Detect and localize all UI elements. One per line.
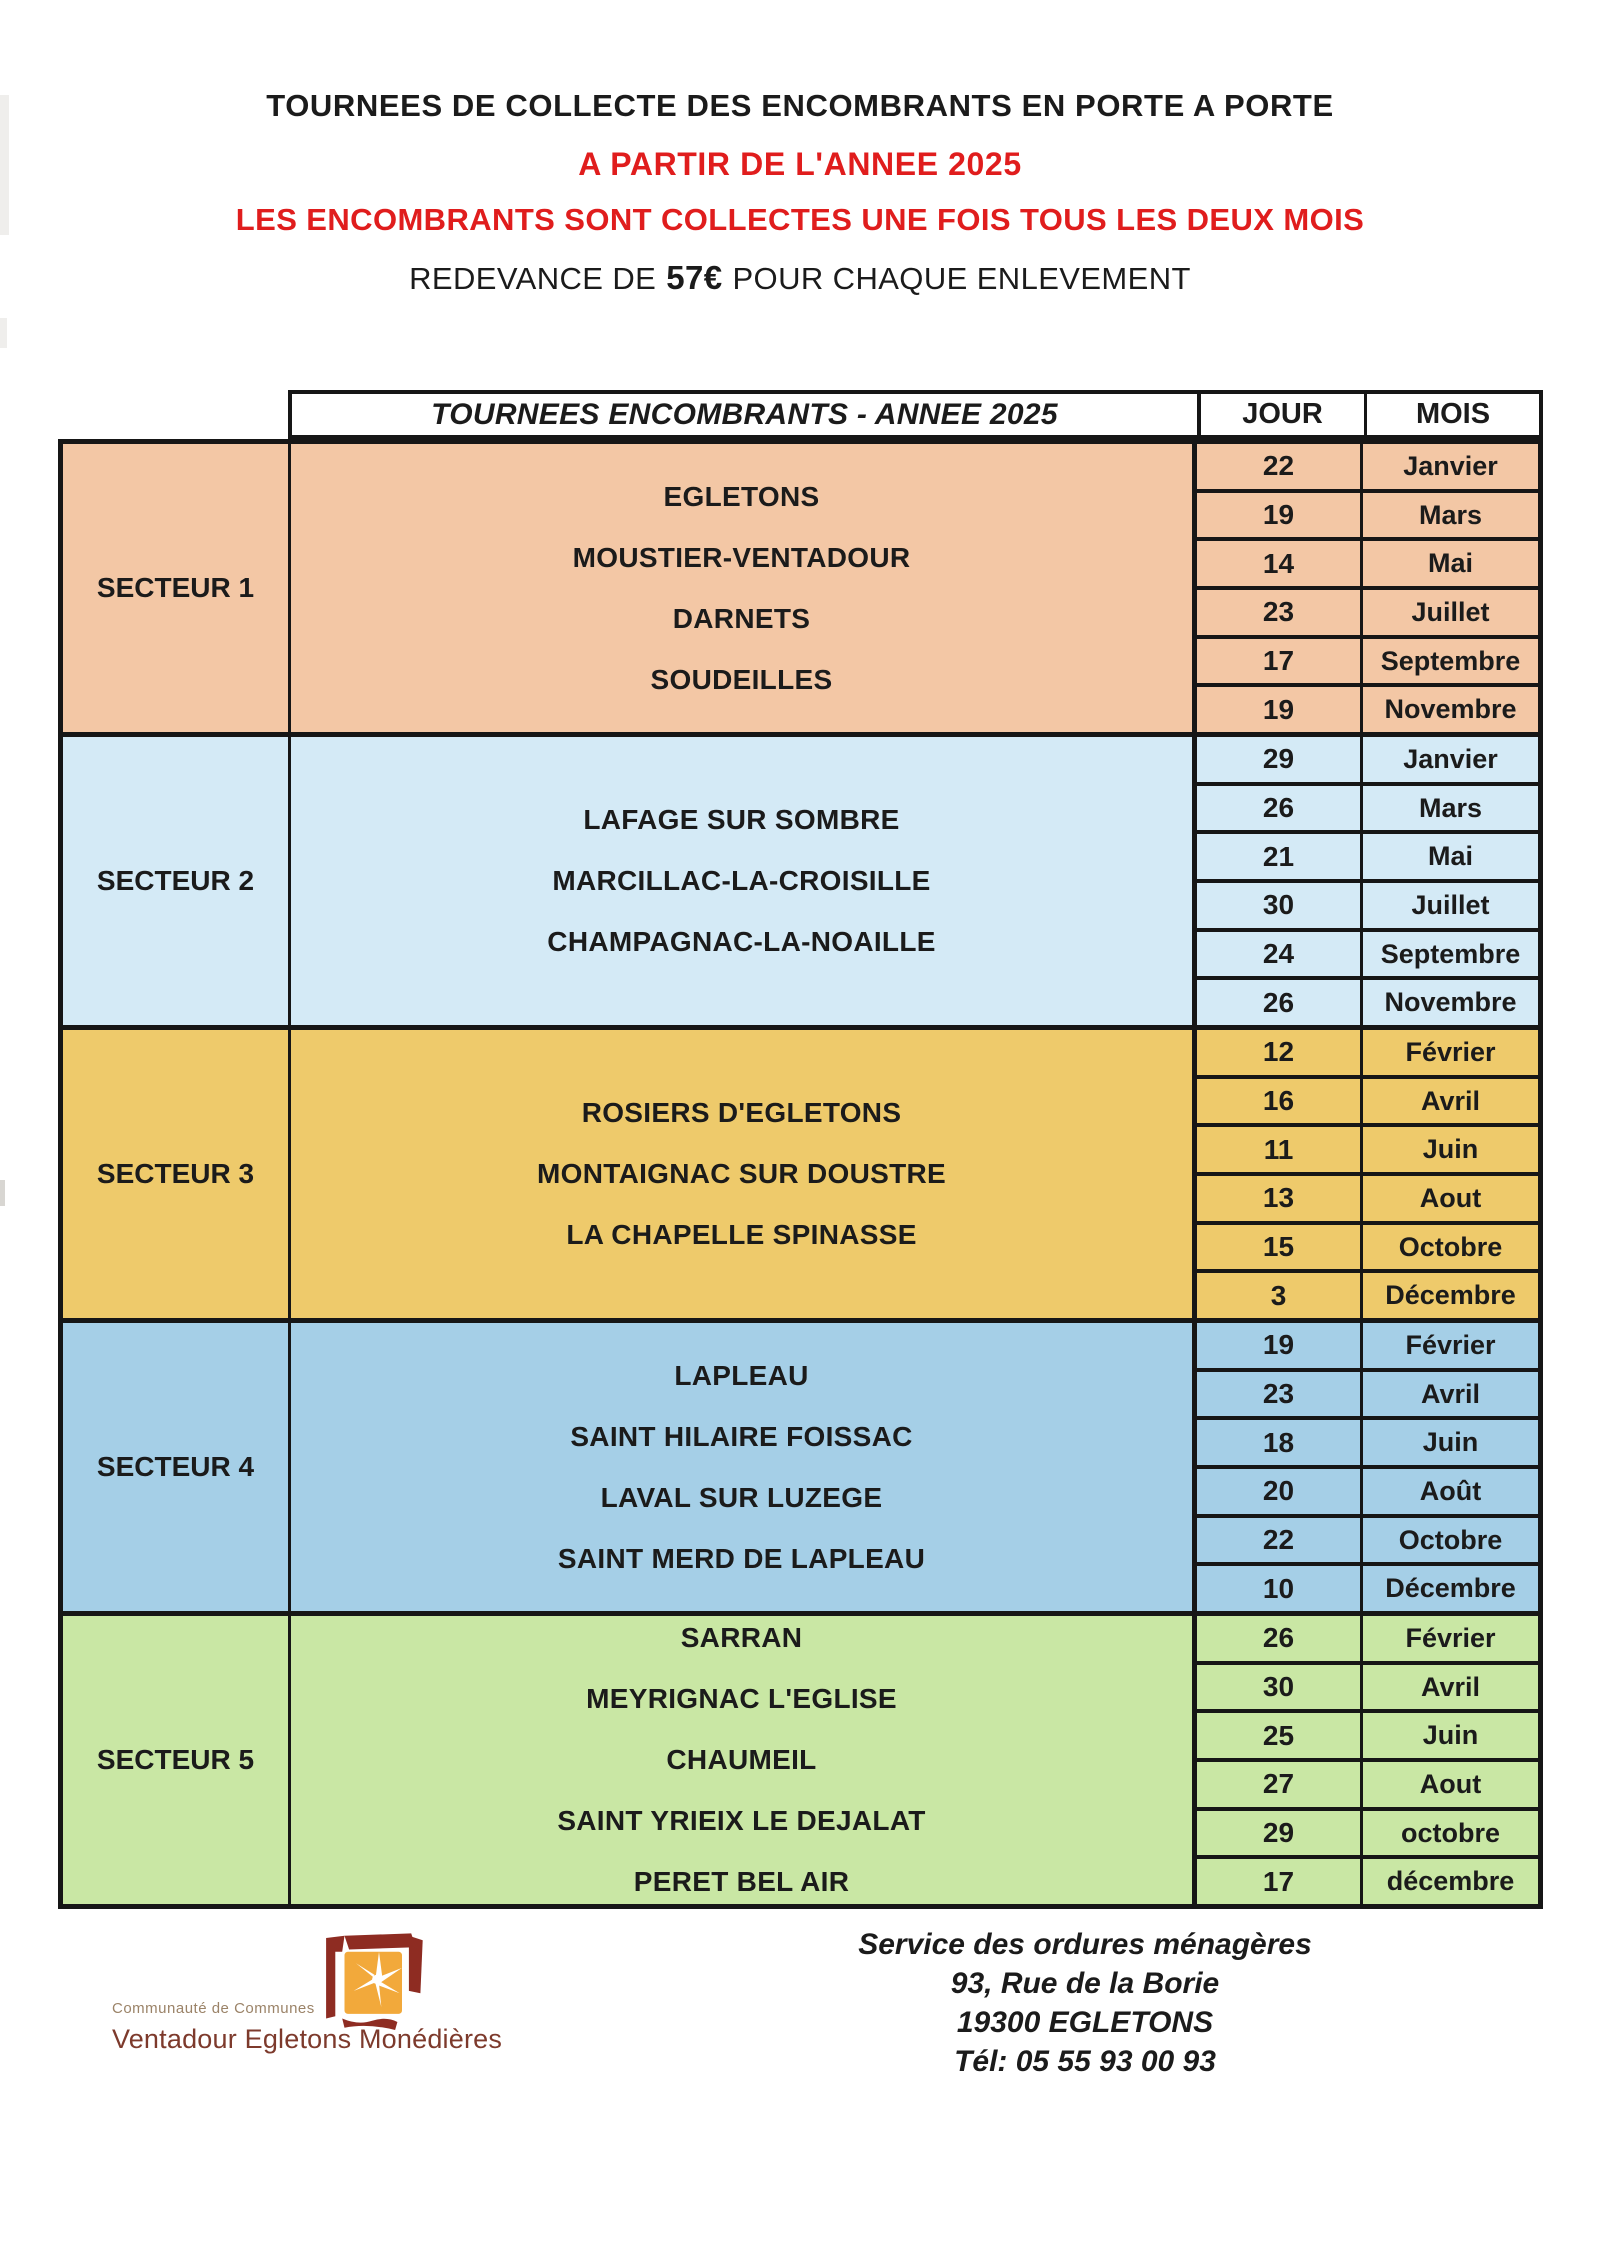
logo-caption-name: Ventadour Egletons Monédières [112, 2024, 503, 2054]
address-line-street: 93, Rue de la Borie [950, 1967, 1220, 2000]
logo-caption-small: Communauté de Communes [112, 2000, 315, 2017]
date-day: 16 [1197, 1079, 1363, 1124]
date-row [1197, 1762, 1538, 1811]
date-month: Aout [1419, 1768, 1482, 1799]
footer-logo-block [88, 1916, 518, 2066]
date-row [1197, 1518, 1538, 1567]
date-day: 17 [1197, 1859, 1363, 1904]
address-line-phone: Tél: 05 55 93 00 93 [954, 2045, 1216, 2078]
column-header-jour: JOUR [1201, 394, 1367, 435]
date-day: 19 [1197, 687, 1363, 732]
date-month: Août [1419, 1475, 1482, 1506]
date-month: Mai [1427, 548, 1473, 579]
sector-row-5 [63, 1616, 1538, 1904]
commune-name: MOUSTIER-VENTADOUR [572, 541, 911, 573]
date-row [1197, 1859, 1538, 1904]
date-row [1197, 444, 1538, 493]
date-row [1197, 687, 1538, 732]
address-line-service: Service des ordures ménagères [858, 1928, 1312, 1961]
date-day: 14 [1197, 541, 1363, 586]
date-row [1197, 932, 1538, 981]
fee-suffix: POUR CHAQUE ENLEVEMENT [732, 261, 1191, 296]
date-day: 26 [1197, 980, 1363, 1025]
sector-label: SECTEUR 3 [63, 1030, 291, 1318]
date-month: Septembre [1380, 645, 1521, 676]
date-row [1197, 493, 1538, 542]
date-month: Février [1405, 1329, 1496, 1360]
sector-dates [1197, 1323, 1538, 1611]
date-row [1197, 1127, 1538, 1176]
date-row [1197, 980, 1538, 1025]
date-day: 11 [1197, 1127, 1363, 1172]
date-row [1197, 1273, 1538, 1318]
commune-name: LAFAGE SUR SOMBRE [583, 804, 900, 835]
sector-label: SECTEUR 4 [63, 1323, 291, 1611]
date-month: Janvier [1403, 743, 1498, 774]
date-day: 13 [1197, 1176, 1363, 1221]
date-day: 15 [1197, 1225, 1363, 1270]
date-month: Juin [1422, 1720, 1479, 1751]
sector-communes [291, 1323, 1197, 1611]
date-row [1197, 1079, 1538, 1128]
date-day: 23 [1197, 1372, 1363, 1417]
date-day: 18 [1197, 1420, 1363, 1465]
sector-label: SECTEUR 5 [63, 1616, 291, 1904]
date-day: 19 [1197, 493, 1363, 538]
commune-name: SARRAN [680, 1622, 803, 1653]
sector-dates [1197, 1616, 1538, 1904]
scan-artifact [0, 1180, 5, 1206]
date-row [1197, 786, 1538, 835]
date-month: Mars [1418, 792, 1483, 823]
sector-row-4 [63, 1323, 1538, 1616]
date-day: 21 [1197, 834, 1363, 879]
date-day: 22 [1197, 1518, 1363, 1563]
date-month: Avril [1420, 1085, 1481, 1116]
date-row [1197, 1566, 1538, 1611]
date-month: octobre [1400, 1817, 1500, 1848]
commune-name: SOUDEILLES [650, 663, 833, 695]
date-month: Décembre [1385, 1573, 1516, 1604]
date-month: Décembre [1385, 1280, 1516, 1311]
date-month: décembre [1386, 1866, 1515, 1897]
date-day: 29 [1197, 737, 1363, 782]
date-day: 26 [1197, 786, 1363, 831]
address-line-city: 19300 EGLETONS [956, 2006, 1214, 2039]
subtitle-year: A PARTIR DE L'ANNEE 2025 [578, 146, 1022, 182]
date-day: 3 [1197, 1273, 1363, 1318]
date-day: 27 [1197, 1762, 1363, 1807]
commune-name: MEYRIGNAC L'EGLISE [586, 1683, 897, 1714]
date-day: 12 [1197, 1030, 1363, 1075]
date-row [1197, 834, 1538, 883]
commune-name: LAPLEAU [674, 1359, 809, 1391]
commune-name: PERET BEL AIR [633, 1866, 850, 1897]
scan-artifact [0, 318, 7, 348]
fee-amount: 57€ [666, 259, 723, 296]
subtitle-frequency: LES ENCOMBRANTS SONT COLLECTES UNE FOIS TOUS LES DEUX MOIS [235, 202, 1365, 237]
fee-prefix: REDEVANCE DE [409, 261, 657, 296]
date-row [1197, 1323, 1538, 1372]
sector-row-2 [63, 737, 1538, 1030]
date-row [1197, 737, 1538, 786]
date-row [1197, 1372, 1538, 1421]
date-row [1197, 1811, 1538, 1860]
sector-communes [291, 737, 1197, 1025]
commune-name: CHAUMEIL [666, 1744, 817, 1775]
date-row [1197, 1420, 1538, 1469]
date-day: 30 [1197, 1665, 1363, 1710]
service-address-block [830, 1925, 1340, 2081]
sector-label: SECTEUR 1 [63, 444, 291, 732]
table-body [58, 439, 1543, 1909]
date-day: 20 [1197, 1469, 1363, 1514]
date-row [1197, 1030, 1538, 1079]
date-month: Mai [1427, 841, 1473, 872]
fee-line [0, 259, 1600, 297]
date-day: 25 [1197, 1713, 1363, 1758]
sector-row-3 [63, 1030, 1538, 1323]
date-month: Octobre [1398, 1231, 1503, 1262]
sector-communes [291, 444, 1197, 732]
column-header-mois: MOIS [1415, 398, 1491, 430]
commune-name: MARCILLAC-LA-CROISILLE [552, 865, 931, 896]
date-month: Avril [1420, 1378, 1481, 1409]
sector-communes [291, 1030, 1197, 1318]
date-day: 23 [1197, 590, 1363, 635]
sector-label: SECTEUR 2 [63, 737, 291, 1025]
commune-name: MONTAIGNAC SUR DOUSTRE [537, 1158, 946, 1189]
sector-communes [291, 1616, 1197, 1904]
date-month: Juillet [1411, 889, 1490, 920]
date-row [1197, 590, 1538, 639]
date-month: Avril [1420, 1671, 1481, 1702]
date-month: Juin [1422, 1134, 1479, 1165]
commune-name: LA CHAPELLE SPINASSE [566, 1219, 917, 1250]
date-row [1197, 1665, 1538, 1714]
date-day: 17 [1197, 639, 1363, 684]
sector-dates [1197, 737, 1538, 1025]
date-day: 10 [1197, 1566, 1363, 1611]
date-day: 29 [1197, 1811, 1363, 1856]
date-month: Octobre [1398, 1524, 1503, 1555]
date-row [1197, 1176, 1538, 1225]
date-month: Février [1405, 1036, 1496, 1067]
date-day: 30 [1197, 883, 1363, 928]
commune-name: SAINT HILAIRE FOISSAC [570, 1420, 913, 1452]
commune-name: SAINT MERD DE LAPLEAU [557, 1542, 926, 1574]
commune-name: LAVAL SUR LUZEGE [600, 1481, 883, 1513]
commune-name: CHAMPAGNAC-LA-NOAILLE [547, 926, 936, 957]
date-month: Mars [1418, 499, 1483, 530]
date-row [1197, 883, 1538, 932]
date-month: Juin [1422, 1427, 1479, 1458]
date-row [1197, 639, 1538, 688]
date-row [1197, 1225, 1538, 1274]
date-row [1197, 1616, 1538, 1665]
date-month: Janvier [1403, 450, 1498, 481]
table-header-row [288, 390, 1543, 439]
commune-name: DARNETS [672, 602, 811, 634]
date-day: 26 [1197, 1616, 1363, 1661]
date-row [1197, 541, 1538, 590]
date-month: Novembre [1384, 987, 1517, 1018]
date-day: 22 [1197, 444, 1363, 489]
commune-name: EGLETONS [663, 480, 820, 512]
date-month: Septembre [1380, 938, 1521, 969]
commune-name: SAINT YRIEIX LE DEJALAT [557, 1805, 926, 1836]
date-day: 19 [1197, 1323, 1363, 1368]
document-title: TOURNEES DE COLLECTE DES ENCOMBRANTS EN PORTE A PORTE [266, 88, 1334, 123]
sector-row-1 [63, 444, 1538, 737]
commune-name: ROSIERS D'EGLETONS [581, 1097, 902, 1128]
date-month: Février [1405, 1622, 1496, 1653]
date-month: Juillet [1411, 596, 1490, 627]
date-month: Novembre [1384, 694, 1517, 725]
sector-dates [1197, 444, 1538, 732]
sector-dates [1197, 1030, 1538, 1318]
date-row [1197, 1713, 1538, 1762]
table-title: TOURNEES ENCOMBRANTS - ANNEE 2025 [292, 394, 1201, 435]
date-row [1197, 1469, 1538, 1518]
date-month: Aout [1419, 1182, 1482, 1213]
date-day: 24 [1197, 932, 1363, 977]
